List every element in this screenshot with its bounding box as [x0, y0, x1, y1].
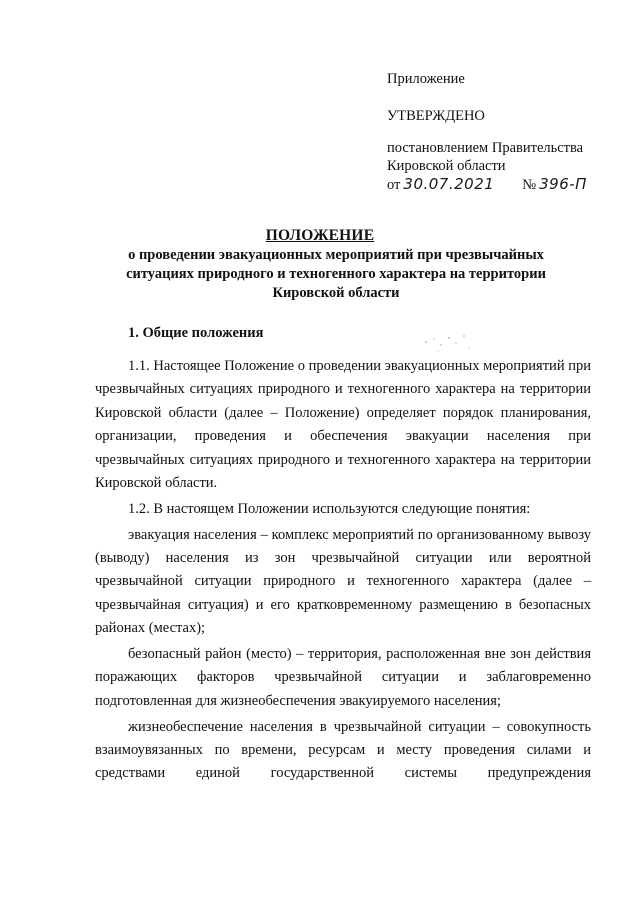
handwritten-date: 30.07.2021 — [403, 175, 495, 193]
number-label: № — [522, 177, 537, 193]
document-title: ПОЛОЖЕНИЕ — [265, 227, 375, 244]
handwritten-number: 396-П — [539, 175, 587, 193]
approved-stamp-label: УТВЕРЖДЕНО — [387, 108, 485, 124]
decree-line-2: Кировской области — [387, 158, 506, 174]
definition-safe-area: безопасный район (место) – территория, расположенная вне зон действия поражающих факторов чрезвычайной ситуации и заблаговременно подготовленная для жизнеобеспечения эвакуируемого населения; — [95, 646, 591, 709]
decree-reference — [387, 139, 627, 194]
document-body — [95, 355, 591, 788]
decree-date-number-line — [387, 175, 627, 194]
paragraph-1-1: 1.1. Настоящее Положение о проведении эвакуационных мероприятий при чрезвычайных ситуациях природного и техногенного характера на территории Кировской области (далее – Положение) определяет порядок планирования, организации, проведения и обеспечения эвакуации населения при чрезвычайных ситуациях природного и техногенного характера на территории Кировской области. — [95, 358, 591, 492]
decree-line-1: постановлением Правительства — [387, 140, 584, 156]
appendix-label: Приложение — [387, 71, 465, 87]
definition-evacuation: эвакуация населения – комплекс мероприятий по организованному вывозу (выводу) населения из зон чрезвычайной ситуации или вероятной чрезвычайной ситуации природного и техногенного характера (далее – чрезвычайная ситуация) и его кратковременному размещению в безопасных районах (местах); — [95, 526, 591, 637]
section-heading: 1. Общие положения — [128, 325, 264, 341]
date-prefix: от — [387, 177, 401, 193]
definition-life-support: жизнеобеспечение населения в чрезвычайной ситуации – совокупность взаимоувязанных по времени, ресурсам и месту проведения силами и средствами единой государственной системы предупреждения — [95, 718, 591, 782]
document-subtitle: о проведении эвакуационных мероприятий при чрезвычайных ситуациях природного и техногенного характера на территории Кировской области — [126, 247, 546, 301]
paragraph-1-2: 1.2. В настоящем Положении используются следующие понятия: — [128, 500, 531, 517]
